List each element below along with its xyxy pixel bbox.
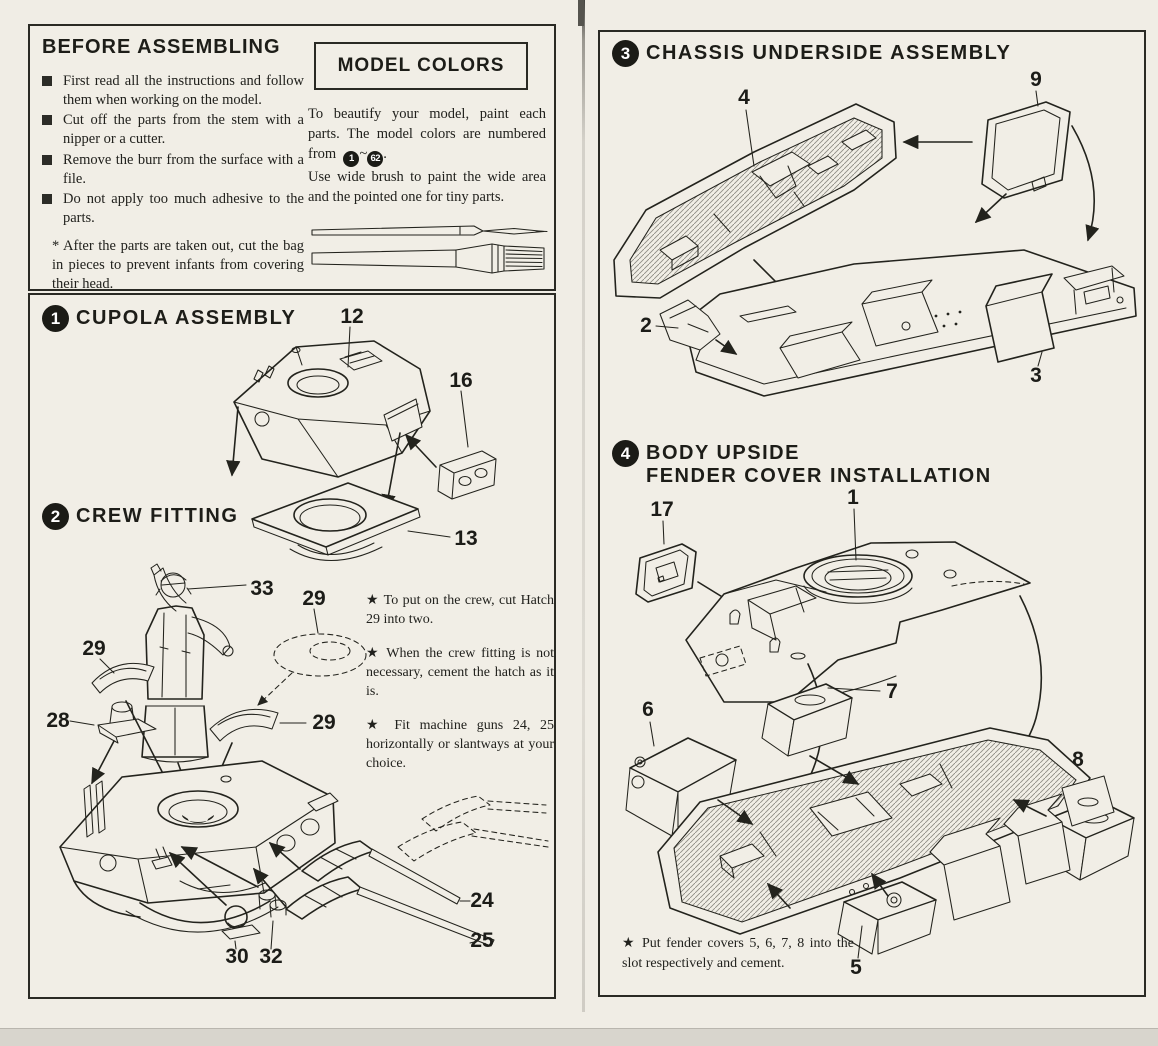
square-bullet-icon — [42, 76, 52, 86]
step4-title — [646, 440, 992, 488]
note-crew-optional: ★ When the crew fitting is not necessary, cement the hatch as it is. — [366, 645, 554, 700]
page-fold-gutter — [582, 0, 585, 1012]
chassis-frame-shape — [684, 250, 1136, 396]
step4-number-badge: 4 — [612, 440, 639, 467]
step1-title: CUPOLA ASSEMBLY — [76, 307, 297, 329]
part-9-shape — [982, 102, 1070, 198]
chassis-underside-diagram — [604, 64, 1142, 444]
part-label-24: 24 — [470, 889, 494, 912]
list-item-text: Cut off the parts from the stem with a nipper or a cutter. — [63, 112, 304, 148]
part-label-7: 7 — [886, 680, 898, 703]
part-label-12: 12 — [340, 307, 364, 328]
model-colors-line1: To beautify your model, paint each parts. The model colors are numbered from — [308, 106, 546, 162]
part-label-8: 8 — [1072, 748, 1084, 771]
part-label-33: 33 — [250, 577, 274, 600]
body-upside-diagram — [600, 488, 1142, 990]
part-label-5: 5 — [850, 956, 862, 979]
step4-header — [612, 440, 992, 488]
crew-fitting-diagram — [30, 551, 555, 993]
part-label-3: 3 — [1030, 364, 1042, 387]
step3-header — [612, 40, 1011, 67]
dashed-gun-silhouettes — [398, 796, 548, 861]
safety-note: * After the parts are taken out, cut the bag in pieces to prevent infants from covering their head. — [52, 238, 304, 293]
part-label-29-left: 29 — [82, 637, 106, 660]
step4-note: ★ Put fender covers 5, 6, 7, 8 into the slot respectively and cement. — [622, 936, 854, 971]
step2-header — [42, 503, 238, 530]
list-item-text: Do not apply too much adhesive to the parts. — [63, 190, 304, 226]
list-item-text: Remove the burr from the surface with a file. — [63, 151, 304, 187]
model-colors-title: MODEL COLORS — [337, 55, 505, 76]
step2-number-badge: 2 — [42, 503, 69, 530]
color-number-chip-62: 62 — [367, 151, 383, 167]
list-item-text: First read all the instructions and follow them when working on the model. — [63, 73, 304, 109]
list-item — [42, 190, 304, 228]
part-label-25: 25 — [470, 929, 494, 952]
model-colors-line2: Use wide brush to paint the wide area and the pointed one for tiny parts. — [308, 168, 546, 205]
part-label-32: 32 — [259, 945, 283, 968]
step4-title-line2: FENDER COVER INSTALLATION — [646, 465, 992, 487]
wide-brush-icon — [312, 244, 544, 273]
tilde: ~ — [359, 146, 368, 162]
paint-brushes-illustration — [308, 222, 548, 282]
note-machine-guns: ★ Fit machine guns 24, 25 horizontally or slantways at your choice. — [366, 717, 554, 772]
upper-hull-shape — [686, 542, 1030, 702]
square-bullet-icon — [42, 194, 52, 204]
square-bullet-icon — [42, 155, 52, 165]
machine-gun-25-shape — [286, 877, 494, 946]
page-bottom-edge — [0, 1028, 1158, 1046]
model-colors-text: To beautify your model, paint each parts. The model colors are numbered from 1 ~ 62 . Use wide brush to paint the wide area and the pointed one for tiny parts. — [308, 106, 546, 205]
part-label-6: 6 — [642, 698, 654, 721]
step1-number-badge: 1 — [42, 305, 69, 332]
part-label-29-mid: 29 — [312, 711, 336, 734]
part-label-13: 13 — [454, 527, 478, 550]
part-3-shape — [986, 274, 1054, 362]
part-17-shape — [636, 544, 696, 602]
before-assembling-title: BEFORE ASSEMBLING — [42, 36, 281, 58]
color-number-chip-1: 1 — [343, 151, 359, 167]
square-bullet-icon — [42, 115, 52, 125]
step3-number-badge: 3 — [612, 40, 639, 67]
part-label-1: 1 — [847, 488, 859, 509]
part-label-29-top: 29 — [302, 587, 326, 610]
note-crew-hatch: ★ To put on the crew, cut Hatch 29 into two. — [366, 593, 554, 628]
pointed-brush-icon — [312, 226, 547, 235]
list-item — [42, 72, 304, 110]
part-28-shape — [98, 702, 156, 743]
part-label-17: 17 — [650, 498, 674, 521]
part-label-16: 16 — [449, 369, 473, 392]
list-item — [42, 151, 304, 189]
before-assembling-panel — [28, 24, 556, 291]
part-30-shape — [222, 906, 260, 939]
before-assembling-list — [42, 72, 304, 294]
step3-title: CHASSIS UNDERSIDE ASSEMBLY — [646, 42, 1012, 64]
part-label-4: 4 — [738, 86, 750, 109]
step4-title-line1: BODY UPSIDE — [646, 442, 800, 464]
step2-title: CREW FITTING — [76, 505, 239, 527]
steps-3-4-panel — [598, 30, 1146, 997]
part-32-shape — [259, 890, 286, 917]
model-colors-title-box — [314, 42, 528, 90]
list-item — [42, 111, 304, 149]
page-fold-shadow — [578, 0, 584, 26]
part-label-9: 9 — [1030, 68, 1042, 91]
part-label-30: 30 — [225, 945, 249, 968]
steps-1-2-panel — [28, 293, 556, 999]
part-label-28: 28 — [46, 709, 70, 732]
part-label-2: 2 — [640, 314, 652, 337]
